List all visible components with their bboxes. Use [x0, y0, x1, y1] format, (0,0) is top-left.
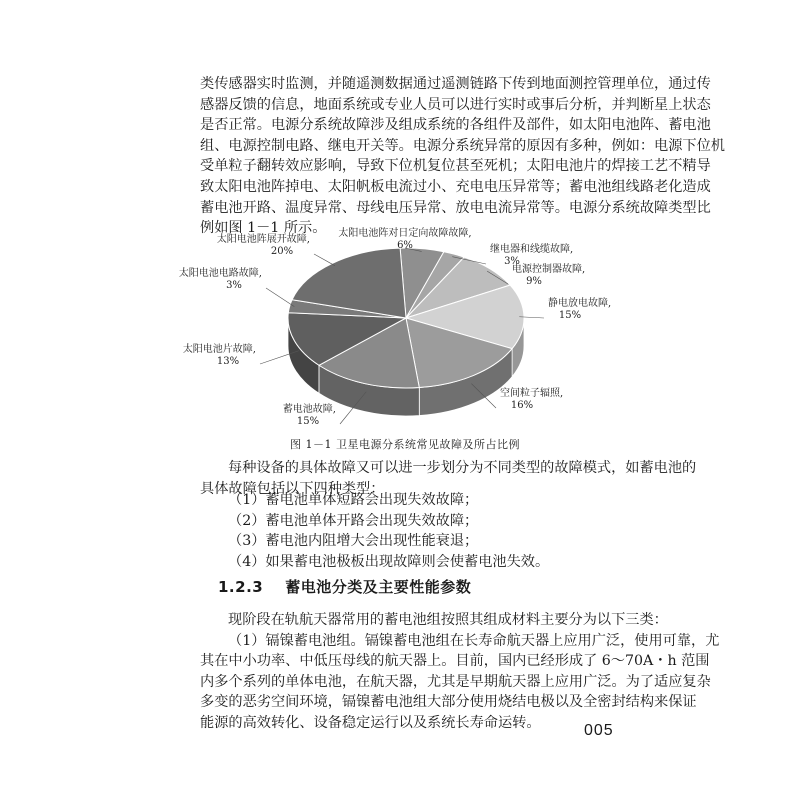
list-item: （4）如果蓄电池极板出现故障则会使蓄电池失效。: [228, 553, 550, 570]
slice-label-4: 空间粒子辐照,: [500, 388, 564, 399]
slice-label-5: 蓄电池故障,: [282, 404, 336, 415]
slice-label-0: 太阳电池阵对日定向故障故障,: [338, 228, 472, 239]
slice-label-1: 继电器和线缆故障,: [490, 244, 574, 255]
page-number: 005: [584, 722, 614, 739]
slice-value-8: 20%: [270, 246, 294, 257]
leader-line-8: [314, 254, 335, 266]
slice-label-7: 太阳电池电路故障,: [178, 268, 262, 279]
text-line: 组、电源控制电路、继电开关等。电源分系统异常的原因有多种，例如：电源下位机: [200, 137, 725, 154]
text-line: 蓄电池开路、温度异常、母线电压异常、放电电流异常等。电源分系统故障类型比: [200, 199, 711, 216]
paragraph-3: [200, 610, 720, 734]
pie-top: [288, 248, 524, 388]
slice-value-3: 15%: [558, 310, 582, 321]
section-title: 蓄电池分类及主要性能参数: [285, 578, 472, 596]
text-line: （1）镉镍蓄电池组。镉镍蓄电池组在长寿命航天器上应用广泛，使用可靠，尤: [228, 632, 720, 649]
text-line: 致太阳电池阵掉电、太阳帆板电流过小、充电电压异常等；蓄电池组线路老化造成: [200, 178, 711, 195]
text-line: 现阶段在轨航天器常用的蓄电池组按照其组成材料主要分为以下三类：: [228, 612, 668, 628]
text-line: 多变的恶劣空间环境，镉镍蓄电池组大部分使用烧结电极以及全密封结构来保证: [200, 694, 697, 711]
slice-value-1: 3%: [504, 256, 520, 267]
text-line: 内多个系列的单体电池，在航天器，尤其是早期航天器上应用广泛。为了适应复杂: [200, 673, 711, 690]
text-line: 类传感器实时监测，并随遥测数据通过遥测链路下传到地面测控管理单位，通过传: [200, 76, 711, 92]
slice-value-7: 3%: [226, 280, 242, 291]
text-line: 具体故障包括以下四种类型：: [200, 480, 385, 497]
slice-value-5: 15%: [296, 416, 320, 427]
section-heading: [218, 576, 471, 597]
text-line: 是否正常。电源分系统故障涉及组成系统的各组件及部件，如太阳电池阵、蓄电池: [200, 117, 711, 134]
text-line: 能源的高效转化、设备稳定运行以及系统长寿命运转。: [200, 714, 541, 731]
fault-type-list: [200, 490, 608, 572]
list-item: （1）蓄电池单体短路会出现失效故障；: [228, 492, 479, 508]
slice-label-6: 太阳电池片故障,: [182, 344, 256, 355]
slice-value-0: 6%: [397, 240, 413, 251]
text-line: 例如图 1－1 所示。: [200, 220, 327, 237]
list-item: （3）蓄电池内阻增大会出现性能衰退；: [228, 533, 479, 550]
figure-caption: 图 1－1 卫星电源分系统常见故障及所占比例: [290, 438, 520, 451]
text-line: 其在中小功率、中低压母线的航天器上。目前，国内已经形成了 6～70A・h 范围: [200, 653, 710, 670]
text-line: 每种设备的具体故障又可以进一步划分为不同类型的故障模式，如蓄电池的: [228, 460, 697, 476]
slice-value-6: 13%: [216, 356, 240, 367]
slice-value-4: 16%: [510, 400, 534, 411]
slice-label-2: 电源控制器故障,: [512, 264, 586, 275]
section-number: 1.2.3: [218, 578, 264, 596]
text-line: 感器反馈的信息，地面系统或专业人员可以进行实时或事后分析，并判断星上状态: [200, 96, 711, 113]
text-line: 受单粒子翻转效应影响，导致下位机复位甚至死机；太阳电池片的焊接工艺不精导: [200, 158, 711, 175]
fault-pie-chart: [178, 228, 612, 432]
slice-label-3: 静电放电故障,: [548, 298, 612, 309]
list-item: （2）蓄电池单体开路会出现失效故障；: [228, 512, 479, 529]
paragraph-1: [200, 74, 725, 239]
slice-value-2: 9%: [526, 276, 542, 287]
leader-line-7: [266, 288, 294, 307]
slice-label-8: 太阳电池阵展开故障,: [216, 234, 310, 245]
